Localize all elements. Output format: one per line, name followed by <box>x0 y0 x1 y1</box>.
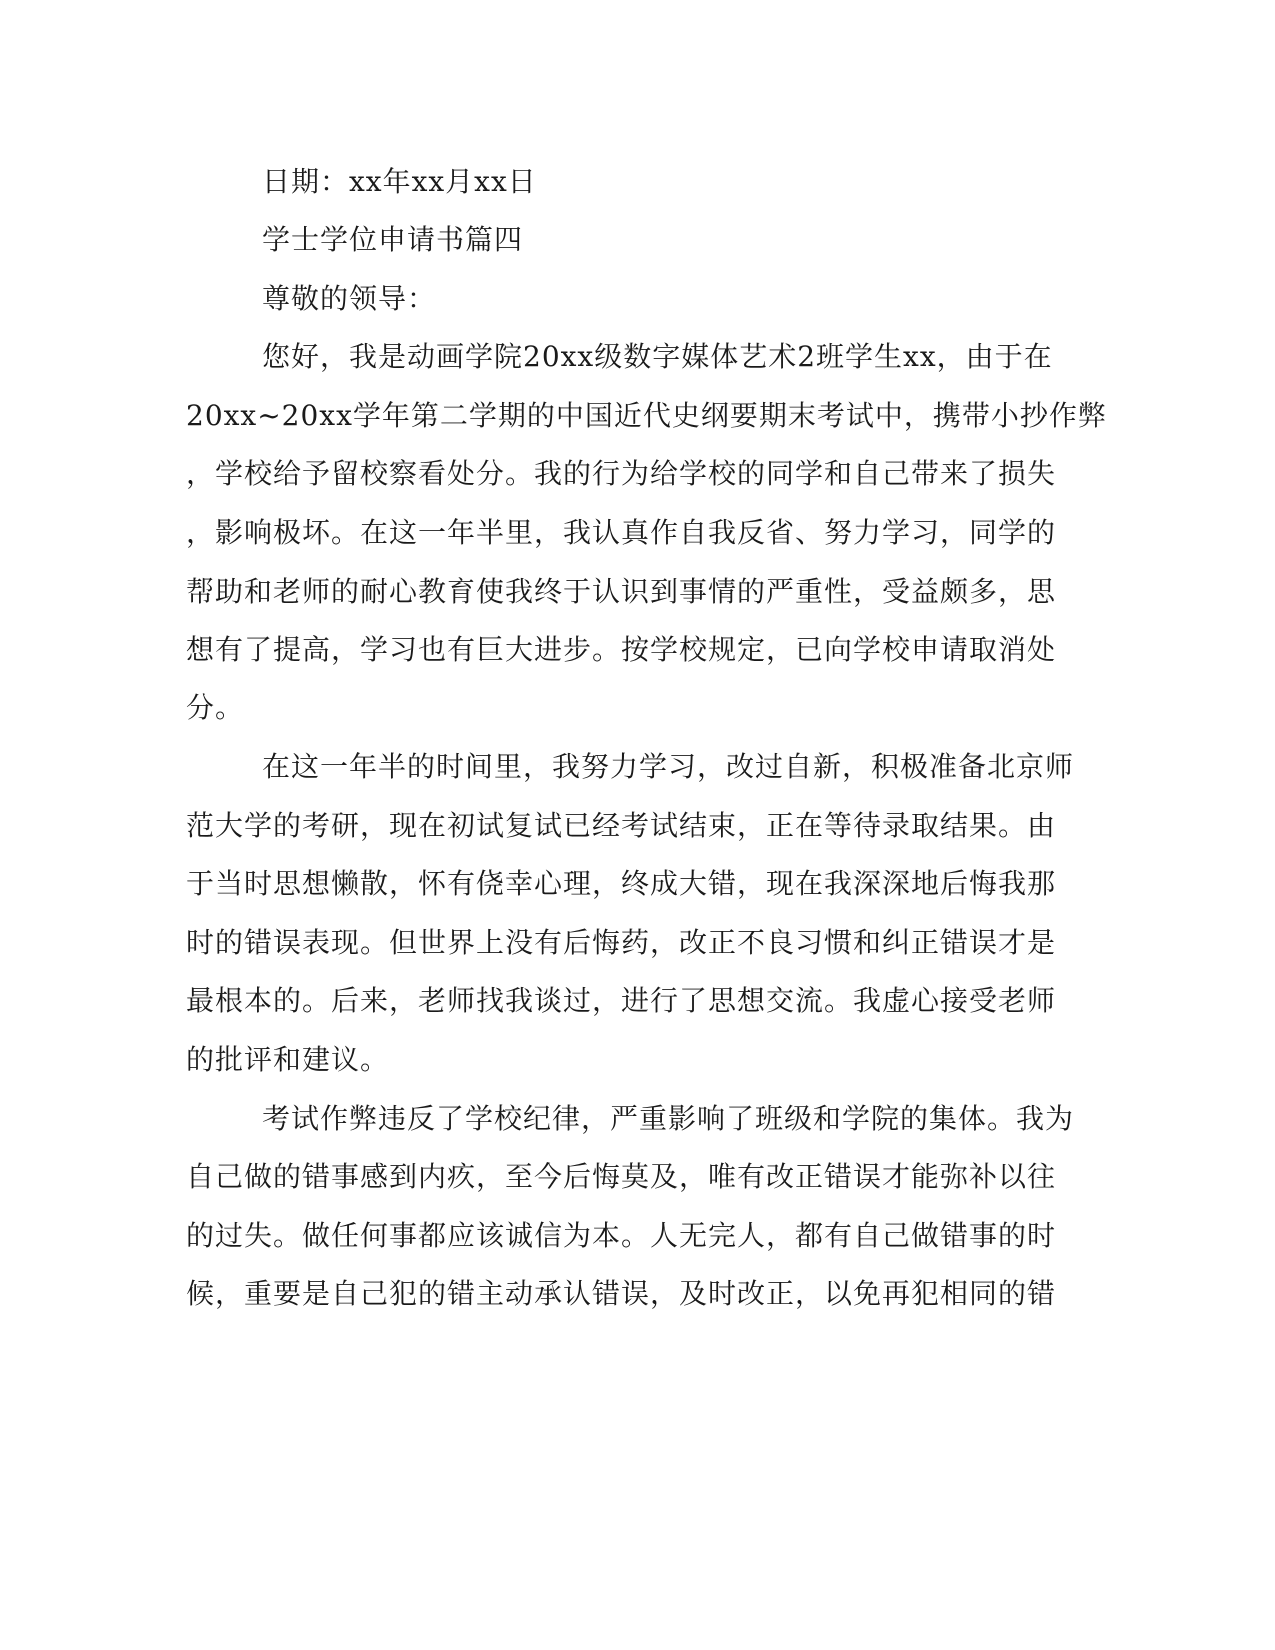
paragraph-line: 自己做的错事感到内疚，至今后悔莫及，唯有改正错误才能弥补以往 <box>186 1160 1057 1193</box>
paragraph-line: ，影响极坏。在这一年半里，我认真作自我反省、努力学习，同学的 <box>186 516 1057 549</box>
paragraph-line: 范大学的考研，现在初试复试已经考试结束，正在等待录取结果。由 <box>186 809 1057 842</box>
paragraph-line: 的批评和建议。 <box>186 1043 390 1076</box>
paragraph-line: 最根本的。后来，老师找我谈过，进行了思想交流。我虚心接受老师 <box>186 984 1057 1017</box>
paragraph-line: 在这一年半的时间里，我努力学习，改过自新，积极准备北京师 <box>262 750 1075 783</box>
paragraph-line: 候，重要是自己犯的错主动承认错误，及时改正，以免再犯相同的错 <box>186 1277 1057 1310</box>
salutation: 尊敬的领导： <box>262 282 437 315</box>
paragraph-line: 的过失。做任何事都应该诚信为本。人无完人，都有自己做错事的时 <box>186 1219 1057 1252</box>
paragraph-line: 您好，我是动画学院20xx级数字媒体艺术2班学生xx，由于在 <box>262 340 1053 373</box>
paragraph-line: ，学校给予留校察看处分。我的行为给学校的同学和自己带来了损失 <box>186 457 1057 490</box>
section-title: 学士学位申请书篇四 <box>262 223 524 256</box>
paragraph-line: 想有了提高，学习也有巨大进步。按学校规定，已向学校申请取消处 <box>186 633 1057 666</box>
paragraph-line: 时的错误表现。但世界上没有后悔药，改正不良习惯和纠正错误才是 <box>186 926 1057 959</box>
paragraph-line: 20xx~20xx学年第二学期的中国近代史纲要期末考试中，携带小抄作弊 <box>186 399 1107 432</box>
paragraph-line: 分。 <box>186 691 245 724</box>
paragraph-line: 帮助和老师的耐心教育使我终于认识到事情的严重性，受益颇多，思 <box>186 575 1057 608</box>
date-line: 日期：xx年xx月xx日 <box>262 165 537 198</box>
paragraph-line: 于当时思想懒散，怀有侥幸心理，终成大错，现在我深深地后悔我那 <box>186 867 1057 900</box>
paragraph-line: 考试作弊违反了学校纪律，严重影响了班级和学院的集体。我为 <box>262 1102 1075 1135</box>
